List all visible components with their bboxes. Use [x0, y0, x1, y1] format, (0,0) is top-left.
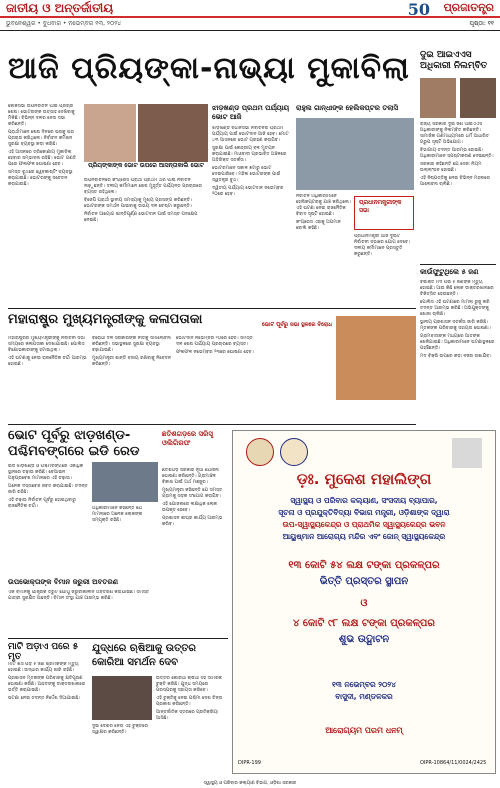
fourth-mid-headline: ଯୁଦ୍ଧରେ ଋଷିଆକୁ ଉତ୍ତର କୋରିଆ ସମର୍ଥନ ଦେବ	[92, 643, 196, 668]
third-body-1: ଇଡି ଝାଡ଼ଖଣ୍ଡ ଓ ପଶ୍ଚିମବଙ୍ଗରେ ଏକାଧିକ ସ୍ଥାନରେ ଚଢ଼ାଉ କରିଛି। ବେଆଇନ ଅନୁପ୍ରବେଶ ମାମଲାରେ ଏହି ଚଢ଼ାଉ। ଅନେକ ଦସ୍ତାବେଜ ଜବତ କରାଯାଇଛି। ତଦନ୍ତ ଜାରି ରହିଛି। ଏହି ଚଢ଼ାଉ ନିର୍ବାଚନ ପୂର୍ବରୁ ହୋଇଥିବାରୁ ରାଜନୈତିକ ଚର୍ଚ୍ଚା।	[8, 464, 88, 509]
photo-leaders	[92, 676, 152, 720]
pull-quote: ଭୋଟ ପୂର୍ବରୁ ସଭା ସ୍ଥଳରେ ବିରୋଧ	[262, 322, 333, 328]
fourth-mid-body-2: ଦୁଇ ଦେଶର ନେତା ଏହି ଚୁକ୍ତିରେ ସ୍ୱାକ୍ଷର କରିଛନ୍ତି।	[92, 724, 148, 735]
health-department-icon	[280, 438, 308, 466]
footer-text: ସ୍ୱାସ୍ଥ୍ୟ ଓ ପରିବାର କଲ୍ୟାଣ ବିଭାଗ, ଓଡ଼ିଶା ସରକାର	[203, 781, 297, 786]
anniversary-logo-icon: 50	[407, 0, 430, 19]
right-story-body-2: ପ୍ରଧାନମନ୍ତ୍ରୀ ଆଜି ଦୁଇଟି ନିର୍ବାଚନୀ ସଭାରେ ଯୋଗ ଦେବେ। ଦଳୀୟ କର୍ମୀମାନେ ପ୍ରସ୍ତୁତି କରୁଛନ୍ତି।	[354, 234, 411, 257]
brand-name: ପ୍ରଜାତନ୍ତ୍ର	[443, 1, 494, 14]
second-headline: ମହାରାଷ୍ଟ୍ର ମୁଖ୍ୟମନ୍ତ୍ରୀଙ୍କୁ କଳାପତାକା	[8, 312, 203, 327]
photo-minister	[452, 438, 482, 468]
fourth-mid-body-1: ଉତ୍ତର କୋରିଆ ଋଷିଆ ସହ ସାମରିକ ଚୁକ୍ତି କରିଛି। ଯୁଦ୍ଧ ସମୟରେ ପରସ୍ପରକୁ ସହାୟତା କରିବେ। ଏହି ଚୁକ୍ତିକୁ ନେଇ ପଶ୍ଚିମୀ ଦେଶ ଚିନ୍ତା ପ୍ରକାଶ କରିଛନ୍ତି। ଆନ୍ତର୍ଜାତିକ ସ୍ତରରେ ପ୍ରତିକ୍ରିୟା ଆସିଛି।	[156, 676, 223, 721]
third-body-2: ଅଧିକାରୀମାନେ କହିଛନ୍ତି ଯେ ମାମଲାରେ ଅନେକ ଲୋକଙ୍କ ସମ୍ପୃକ୍ତି ରହିଛି।	[92, 506, 143, 523]
divider	[8, 424, 416, 425]
ad-and: ଓ	[360, 598, 368, 609]
lead-column-mid: ଉପନିର୍ବାଚନରେ କଂଗ୍ରେସ ପ୍ରାର୍ଥୀ ପ୍ରଥମ ଥର ପାଇଁ ନିର୍ବାଚନ ଲଢ଼ୁଛନ୍ତି। ଦଳୀୟ କର୍ମୀମାନେ ଶେଷ ମୁହୂର୍ତ୍ତ ପର୍ଯ୍ୟନ୍ତ ପ୍ରଚାରରେ ବ୍ୟସ୍ତ ରହିଥିଲେ। ବିଜେପି ପ୍ରାର୍ଥୀ ସ୍ଥାନୀୟ ସମସ୍ୟାକୁ ମୁଖ୍ୟ ପ୍ରସଙ୍ଗ କରିଛନ୍ତି। ଭୋଟରଙ୍କ ସମର୍ଥନ ପାଇବାକୁ ଉଭୟ ଦଳ ଚେଷ୍ଟା କରୁଛନ୍ତି। ନିର୍ବାଚନ ଆୟୋଗ ଶାନ୍ତିପୂର୍ଣ୍ଣ ଭୋଟଦାନ ପାଇଁ ସମସ୍ତ ପଦକ୍ଷେପ ନେଇଛି।	[84, 178, 202, 223]
ad-line-2: ସୂଚନା ଓ ପ୍ରଯୁକ୍ତିବିଦ୍ୟା ବିଭାଗ ମନ୍ତ୍ରୀ, ଓଡ଼ିଶାଙ୍କ ଦ୍ୱାରା	[278, 508, 450, 517]
divider	[420, 264, 496, 265]
sidebar-body-2: ବିଷାକ୍ତ ମଦ ପିଇ ୫ ଜଣଙ୍କ ମୃତ୍ୟୁ ହୋଇଛି। ଆଉ କିଛି ଲୋକ ଡାକ୍ତରଖାନାରେ ଚିକିତ୍ସିତ ହେଉଛନ୍ତି। ପୋଲିସ ଏହି ଘଟଣାରେ ମାମଲା ରୁଜୁ କରି ତଦନ୍ତ ଆରମ୍ଭ କରିଛି। ଅଭିଯୁକ୍ତଙ୍କୁ ଖୋଜା ଚାଲିଛି। ସ୍ଥାନୀୟ ପ୍ରଶାସନ ସତର୍କତା ଜାରି କରିଛି। ମୃତକଙ୍କ ପରିବାରକୁ ସହାୟତା ଘୋଷଣା। ଗ୍ରାମବାସୀଙ୍କ ମଧ୍ୟରେ ଆତଙ୍କ ଖେଳିଯାଇଛି। ଅଧିକାରୀମାନେ ଘଟଣାସ୍ଥଳରେ ପହଞ୍ଚିଛନ୍ତି। ମଦ ବିକ୍ରି ଉପରେ କଡ଼ା ନଜର ରଖାଯିବ।	[420, 280, 495, 359]
third-mid-body: ଛତିଶଗଡ଼ ସରକାର ନୂଆ ଯୋଜନା ଘୋଷଣା କରିଛନ୍ତି। ଗ୍ରାମାଞ୍ଚଳ ବିକାଶ ପାଇଁ ଅର୍ଥ ମଞ୍ଜୁର। ମୁଖ୍ୟମନ୍ତ୍ରୀ କହିଛନ୍ତି ଯେ ସମସ୍ତ ଗ୍ରାମକୁ ସଡ଼କ ସଂଯୋଗ କରାଯିବ। ଏହି ଯୋଜନାରେ ଲକ୍ଷାଧିକ ଲୋକ ଉପକୃତ ହେବେ। ପ୍ରଶାସନ ଶୀଘ୍ର କାର୍ଯ୍ୟ ଆରମ୍ଭ କରିବ।	[162, 468, 223, 527]
sidebar-body: ରାଜ୍ୟ ସରକାର ଦୁଇ ଜଣ ଆଇଏଏସ ଅଧିକାରୀଙ୍କୁ ନିଲମ୍ବିତ କରିଛନ୍ତି। ସାମାଜିକ ଗଣମାଧ୍ୟମରେ ଧର୍ମ ଆଧାରିତ ଗ୍ରୁପ ସୃଷ୍ଟି ଅଭିଯୋଗ। ବିଭାଗୀୟ ତଦନ୍ତ ଆରମ୍ଭ ହୋଇଛି। ଅଧିକାରୀମାନେ ସ୍ପଷ୍ଟୀକରଣ ଦେଇଛନ୍ତି। ସରକାର କହିଛନ୍ତି ଯେ ସେବା ନିୟମ ଉଲ୍ଲଂଘନ ହୋଇଛି। ଏହି ନିଷ୍ପତ୍ତିକୁ ନେଇ ବିଭିନ୍ନ ମହଲରେ ଆଲୋଚନା ଚାଲିଛି।	[420, 122, 494, 187]
third-sub-headline: ଉପଭୋକ୍ତାଙ୍କ ବିମାନ ଜରୁରୀ ଅବତରଣ	[8, 578, 118, 586]
divider	[8, 638, 228, 639]
photo-priyanka	[84, 104, 136, 162]
third-mid-headline: ଛତିଶଗଡ଼ରେ ସରିସୃ ଓଲିଗିରଫ	[162, 430, 213, 447]
second-body-2: ବିରୋଧୀ ଦଳ ସରକାରଙ୍କ ନୀତିକୁ ସମାଲୋଚନା କରିଛନ୍ତି। ସଭାସ୍ଥଳରେ ସୁରକ୍ଷା ବ୍ୟବସ୍ଥା ବଢ଼ାଯାଇଛି। ମୁଖ୍ୟମନ୍ତ୍ରୀ ଶାନ୍ତି ବଜାୟ ରଖିବାକୁ ନିବେଦନ କରିଛନ୍ତି।	[92, 336, 172, 367]
section-title: ଜାତୀୟ ଓ ଅନ୍ତର୍ଜାତୀୟ	[6, 1, 114, 15]
photo-navya	[138, 104, 208, 162]
fourth-left-headline: ମାଟି ଅଡ଼ାଏ ପରେ ୫ ମୃତ	[8, 642, 79, 662]
right-story-headline: ରାହୁଲ ଗାନ୍ଧୀଙ୍କ ହେଲିକପ୍ଟର ତଲାସି	[296, 104, 399, 112]
divider	[0, 30, 500, 31]
sidebar-headline-2: କାଉଁଫୁଟୁଥିଲେ ୫ ଜଣ	[420, 268, 479, 276]
ad-amount-2: ୪ କୋଟି ୯୮ ଲକ୍ଷ ଟଙ୍କା ପ୍ରକଳ୍ପର	[292, 618, 435, 629]
government-seal-icon	[246, 438, 274, 466]
right-story-body-1: ନିର୍ବାଚନ ଅଧିକାରୀମାନେ ହେଲିକପ୍ଟରକୁ ଯାଞ୍ଚ କରିଥିଲେ। ଏହି ଘଟଣା ନେଇ ରାଜନୈତିକ ବିବାଦ ସୃଷ୍ଟି ହୋଇଛି। କଂଗ୍ରେସ ଏହାକୁ ଅପମାନ ବୋଲି କହିଛି।	[296, 194, 351, 231]
ad-line-3: ଉପ-ସ୍ୱାସ୍ଥ୍ୟକେନ୍ଦ୍ର ଓ ପ୍ରାଥମିକ ସ୍ୱାସ୍ଥ୍ୟକେନ୍ଦ୍ର ଭବନ	[282, 520, 446, 529]
third-sub-body: ଏକ ବିମାନକୁ ଯାନ୍ତ୍ରିକ ତ୍ରୁଟି ଯୋଗୁ ଜରୁରୀକାଳୀନ ଅବତରଣ କରାଯାଇଛି। ସମସ୍ତ ଯାତ୍ରୀ ସୁରକ୍ଷିତ ଅଛନ୍ତି। ବିମାନ ସଂସ୍ଥା ଯାଞ୍ଚ ଆରମ୍ଭ କରିଛି।	[8, 590, 150, 601]
photo-officer-2	[460, 78, 496, 118]
dateline: ଭୁବନେଶ୍ୱର • ବୁଧବାର • ନଭେମ୍ବର ୧୩, ୨୦୨୪	[6, 20, 122, 27]
ad-code-right: OIPR-10864/11/0024/2425	[420, 760, 487, 766]
ad-minister-name: ଡ଼ଃ. ମୁକେଶ ମହାଲିଙ୍ଗ	[296, 470, 432, 488]
sidebar-headline: ଦୁଇ ଆଇଏଏସ ଅଧିକାରୀ ନିଲମ୍ବିତ	[420, 50, 488, 71]
mid-story-body: ଝାଡ଼ଖଣ୍ଡ ବିଧାନସଭା ନିର୍ବାଚନର ପ୍ରଥମ ପର୍ଯ୍ୟାୟ ପାଇଁ ଭୋଟଦାନ ଆଜି ହେବ। ମୋଟ ୪୩ ଆସନରେ ଭୋଟ ଗ୍ରହଣ କରାଯିବ। ସୁରକ୍ଷା ପାଇଁ କେନ୍ଦ୍ରୀୟ ବଳ ମୁତୟନ କରାଯାଇଛି। ମାଓବାଦୀ ପ୍ରଭାବିତ ଅଞ୍ଚଳରେ ଅତିରିକ୍ତ ସତର୍କତା। ଭୋଟରମାନେ ସକାଳ ୭ଟାରୁ ଭୋଟ ଦେଇପାରିବେ। ମହିଳା ଭୋଟରଙ୍କ ପାଇଁ ସ୍ୱତନ୍ତ୍ର ବୁଥ। ଦ୍ୱିତୀୟ ପର୍ଯ୍ୟାୟ ଭୋଟଦାନ ନଭେମ୍ବର ୨୦ରେ ହେବ।	[212, 126, 289, 197]
second-body-1: ମହାରାଷ୍ଟ୍ରର ମୁଖ୍ୟମନ୍ତ୍ରୀଙ୍କୁ ନିର୍ବାଚନୀ ସଭା ସମୟରେ କଳାପତାକା ଦେଖାଯାଇଛି। ପୋଲିସ ବିକ୍ଷୋଭକାରୀଙ୍କୁ ହଟାଇଥିଲା। ଏହି ଘଟଣାକୁ ନେଇ ରାଜନୈତିକ ଚର୍ଚ୍ଚା ଆରମ୍ଭ ହୋଇଛି।	[8, 336, 87, 367]
lead-caption: ପ୍ରିୟଙ୍କାଙ୍କ ଭୋଟ ଉପରେ ଆସନ୍ତାକାଲି ଭୋଟ	[84, 162, 208, 174]
second-body-3: ଭୋଟଦାନ ନଭେମ୍ବର ୨୦ରେ ହେବ। ସମସ୍ତ ଦଳ ଶେଷ ପର୍ଯ୍ୟାୟ ପ୍ରଚାରରେ ବ୍ୟସ୍ତ। ଫଳାଫଳ ନଭେମ୍ବର ୨୩ରେ ଘୋଷଣା ହେବ।	[176, 336, 254, 355]
photo-helicopter	[296, 118, 414, 190]
divider	[8, 308, 416, 309]
ad-line-4: ଆୟୁଷ୍ମାନ ଆରୋଗ୍ୟ ମନ୍ଦିର ଏବଂ ଜୋନ୍ ସ୍ୱାସ୍ଥ୍ୟକେନ୍ଦ୍ର	[282, 532, 446, 541]
ad-place: ବାସୁଦୀ, ମଣ୍ଡଳକର	[335, 692, 393, 701]
page-footer	[0, 780, 500, 788]
ad-amount-1: ୧୩ କୋଟି ୫୪ ଲକ୍ଷ ଟଙ୍କା ପ୍ରକଳ୍ପର	[288, 560, 440, 571]
photo-officer-1	[420, 78, 456, 118]
photo-chief-minister	[336, 316, 416, 400]
page-number: ପୃଷ୍ଠା: ୧୧	[469, 20, 494, 27]
photo-ed-office	[92, 462, 158, 502]
ad-line-1: ସ୍ୱାସ୍ଥ୍ୟ ଓ ପରିବାର କଲ୍ୟାଣ, ସଂସଦୀୟ ବ୍ୟାପାର,	[290, 496, 438, 505]
lead-headline: ଆଜି ପ୍ରିୟଙ୍କା-ନାଭ୍ୟା ମୁକାବିଲା	[8, 51, 410, 86]
ad-code-left: DIPR-199	[238, 760, 261, 766]
ad-action-1: ଭିତ୍ତି ପ୍ରସ୍ତର ସ୍ଥାପନ	[319, 576, 409, 587]
fourth-left-body: ମାଟି ଖସି ପଡ଼ି ୫ ଜଣ ଶ୍ରମିକଙ୍କ ମୃତ୍ୟୁ ହୋଇଛି। ଉଦ୍ଧାର କାର୍ଯ୍ୟ ଜାରି ରହିଛି। ପ୍ରଶାସନ ମୃତକଙ୍କ ପରିବାରକୁ କ୍ଷତିପୂରଣ ଘୋଷଣା କରିଛି। ଆହତଙ୍କୁ ଡାକ୍ତରଖାନାରେ ଭର୍ତ୍ତି କରାଯାଇଛି। ଘଟଣା ନେଇ ତଦନ୍ତ ନିର୍ଦ୍ଦେଶ ଦିଆଯାଇଛି।	[8, 662, 86, 701]
ad-slogan: ଆରୋଗ୍ୟମ ପରମ ଧନମ୍	[325, 726, 403, 735]
red-box: ପ୍ରଧାନମନ୍ତ୍ରୀଙ୍କ ସଭା	[354, 196, 414, 230]
lead-column-left: ଲୋକସଭା ଉପନିର୍ବାଚନ ପାଇଁ ପ୍ରଚାର ଶେଷ। ଭୋଟରଙ୍କ ଉତ୍ସାହ ଦେଖିବାକୁ ମିଳିଛି। ବିଭିନ୍ନ ଦଳର ନେତା ସଭା କରିଛନ୍ତି। ପ୍ରାର୍ଥୀମାନେ ଶେଷ ଦିନରେ ଘରକୁ ଘର ପ୍ରଚାର କରିଥିଲେ। ନିର୍ବାଚନ କମିଶନ ସୁରକ୍ଷା ବ୍ୟବସ୍ଥା କଡ଼ା କରିଛି। ଏହି ଆସନରେ ତ୍ରିକୋଣୀୟ ମୁକାବିଲା ହେବାର ସମ୍ଭାବନା ରହିଛି। ଭୋଟ ଗଣତି ପରେ ଫଳାଫଳ ଘୋଷଣା ହେବ। ସମସ୍ତ ବୁଥରେ ୱେବକାଷ୍ଟିଂ ବ୍ୟବସ୍ଥା କରାଯାଇଛି। ଭୋଟରଙ୍କୁ ସଚେତନ କରାଯାଉଛି।	[8, 104, 76, 187]
ad-date: ୧୩ ନଭେମ୍ବର ୨୦୨୪	[332, 680, 396, 689]
ad-action-2: ଶୁଭ ଉଦ୍ଘାଟନ	[338, 634, 390, 645]
third-headline: ଭୋଟ ପୂର୍ବରୁ ଝାଡ଼ଖଣ୍ଡ-ପଶ୍ଚିମବଙ୍ଗରେ ଇଡି ରେଡ	[8, 428, 140, 459]
mid-story-headline: ଝାଡ଼ଖଣ୍ଡ ପ୍ରଥମ ପର୍ଯ୍ୟାୟ ଭୋଟ ଆଜି	[212, 104, 290, 121]
